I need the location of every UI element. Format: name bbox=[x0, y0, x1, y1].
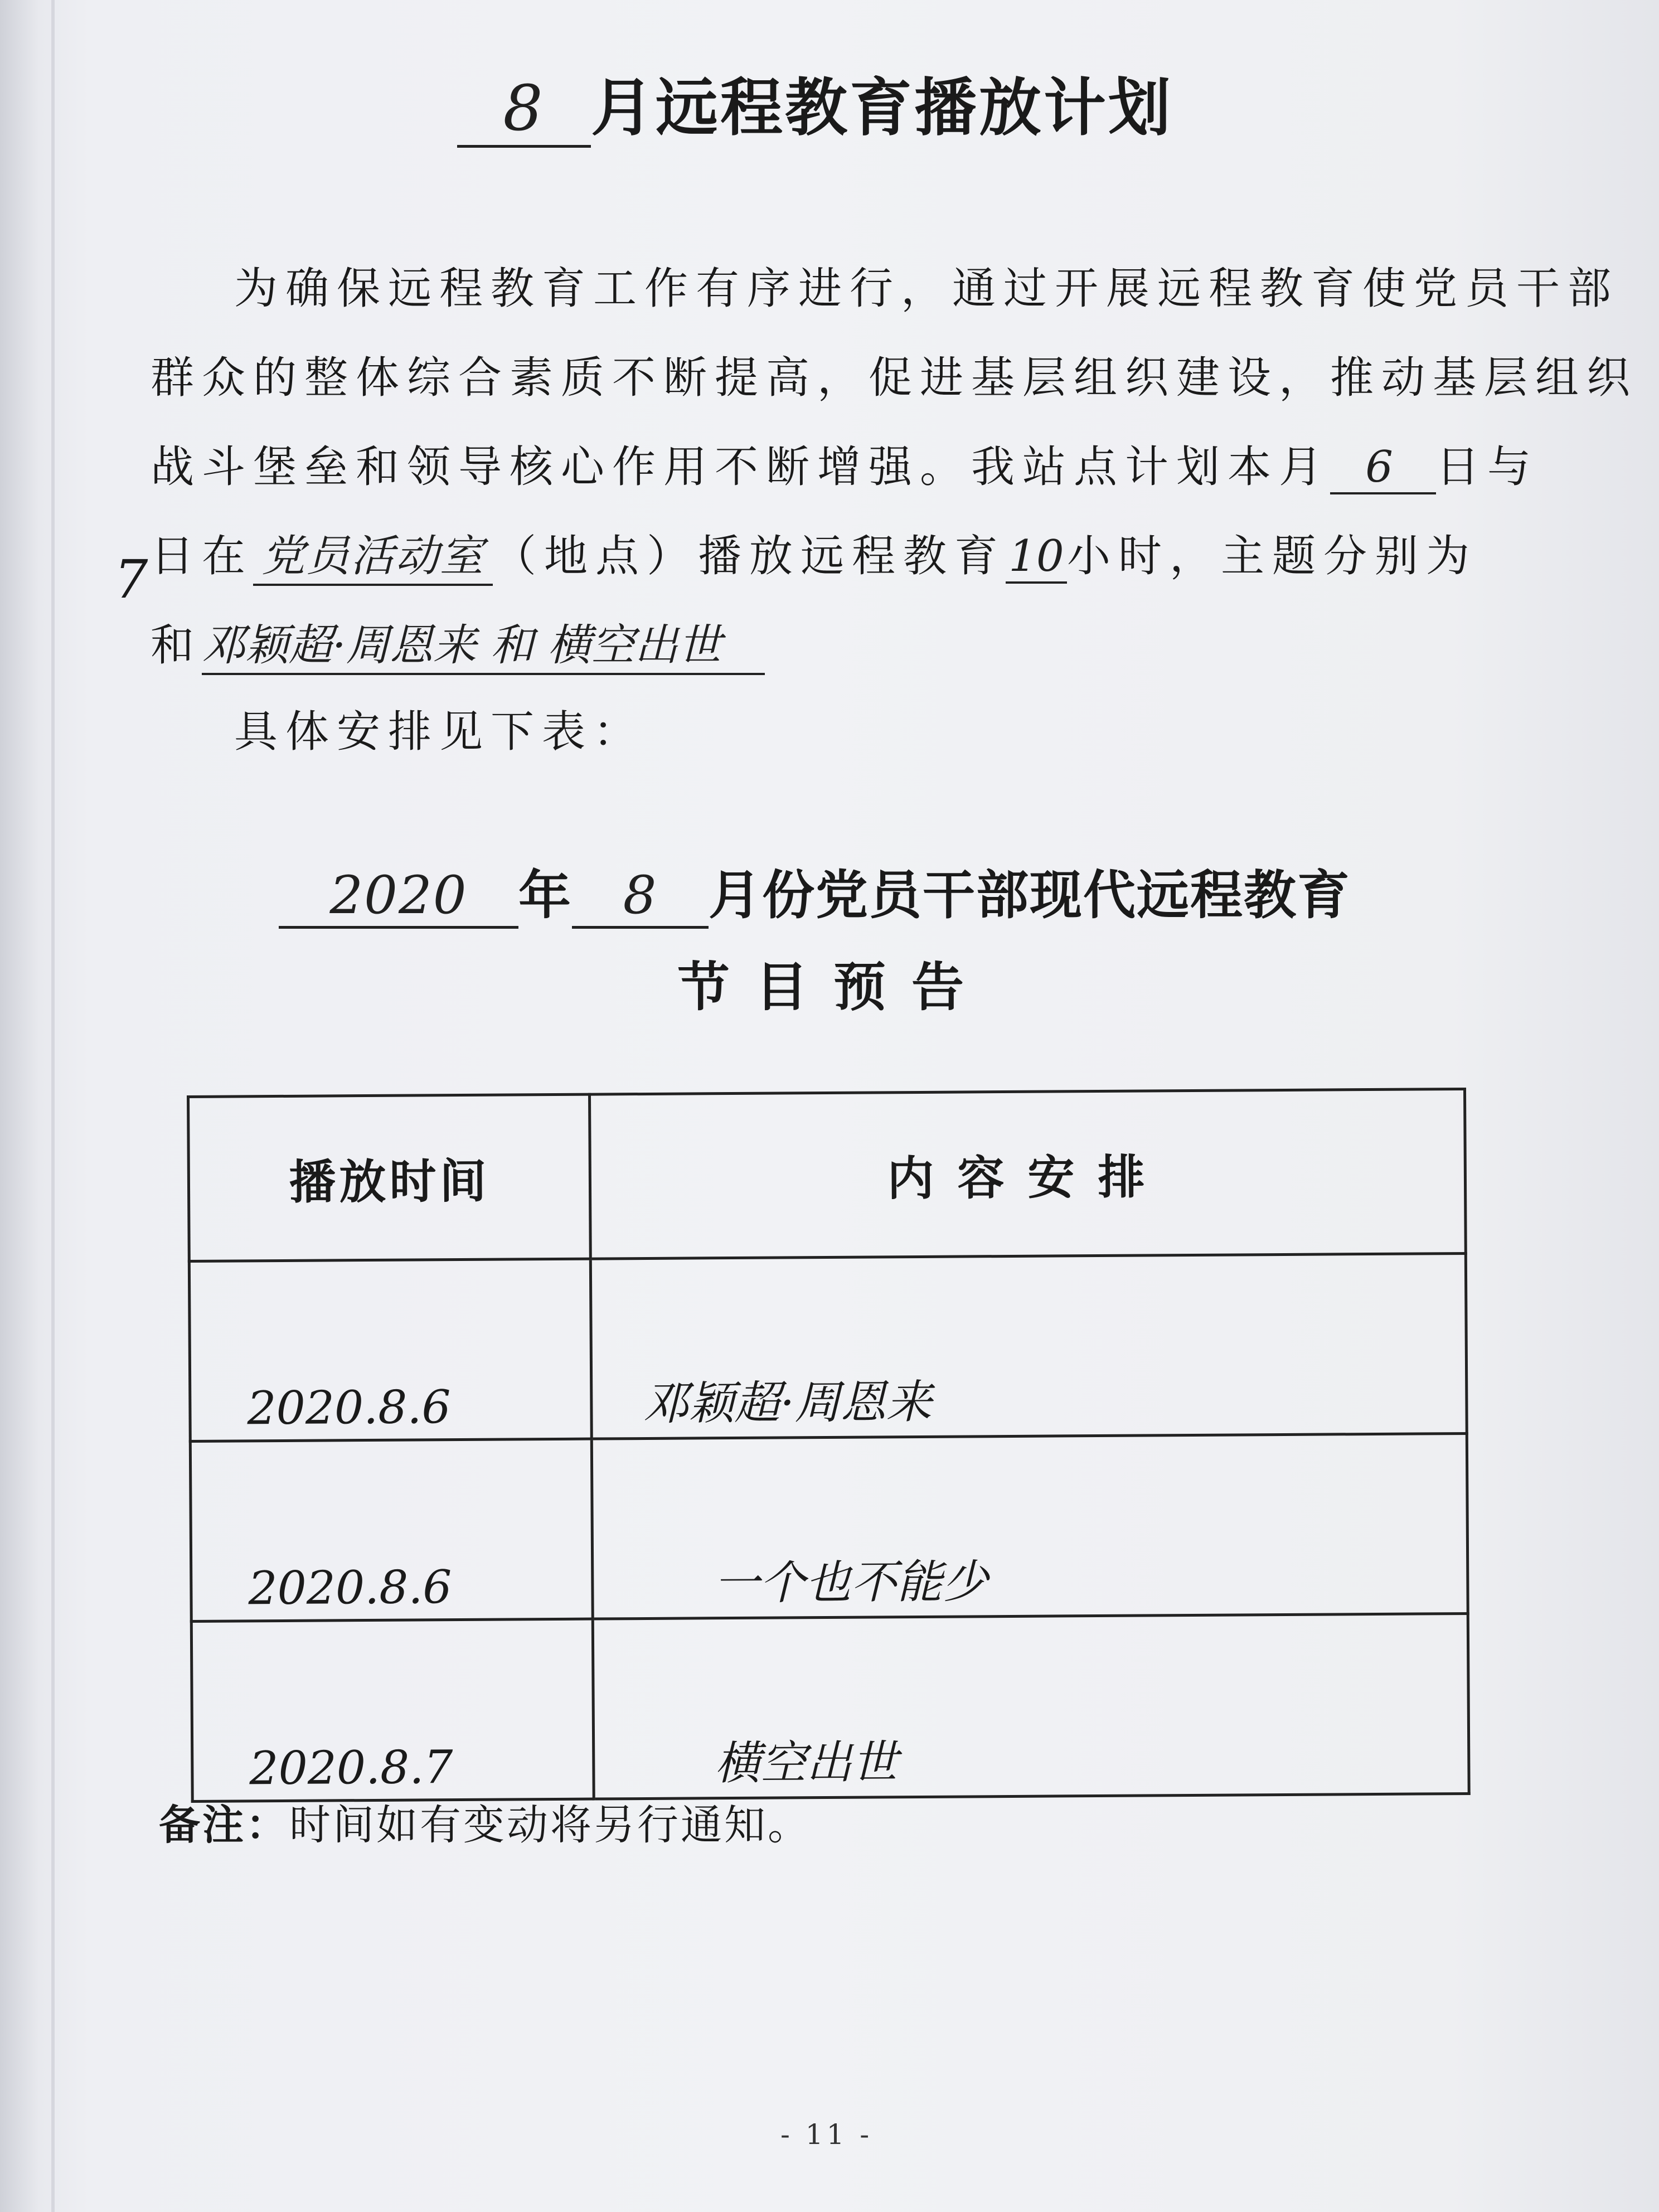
cell-time: 2020.8.6 bbox=[189, 1259, 591, 1441]
program-month-field: 8 bbox=[572, 865, 709, 929]
table-header-row bbox=[188, 1089, 1466, 1261]
plan-title-text: 月远程教育播放计划 bbox=[591, 72, 1173, 144]
cell-content: 横空出世 bbox=[593, 1613, 1469, 1799]
program-year-label: 年 bbox=[518, 865, 573, 926]
intro-line-6: 具体安排见下表： bbox=[234, 707, 645, 757]
intro-line-3-end: 日与 bbox=[1436, 442, 1539, 492]
topics-field: 邓颖超·周恩来 和 横空出世 bbox=[202, 610, 765, 675]
cell-content: 邓颖超·周恩来 bbox=[590, 1253, 1467, 1439]
table-row bbox=[191, 1613, 1469, 1801]
hours-field: 10 bbox=[1006, 531, 1067, 584]
cell-time: 2020.8.7 bbox=[191, 1619, 594, 1801]
footnote bbox=[159, 1792, 811, 1851]
program-subheading: 节目预告 bbox=[677, 957, 990, 1018]
handwritten-end-day: 7 bbox=[114, 549, 148, 610]
program-year-field: 2020 bbox=[279, 865, 518, 929]
footnote-label: 备注： bbox=[159, 1801, 289, 1849]
intro-line-3 bbox=[151, 432, 1539, 494]
program-heading bbox=[279, 853, 1351, 929]
col-header-content: 内容安排 bbox=[590, 1089, 1466, 1259]
page-number: - 11 - bbox=[780, 2118, 873, 2151]
table-row bbox=[189, 1253, 1467, 1441]
intro-line-5 bbox=[151, 610, 1500, 675]
table-row bbox=[190, 1433, 1468, 1621]
intro-line-4-mid: （地点）播放远程教育 bbox=[493, 531, 1006, 581]
start-day-field: 6 bbox=[1330, 442, 1436, 494]
intro-line-4-text: 日在 bbox=[151, 531, 254, 581]
cell-time: 2020.8.6 bbox=[190, 1439, 593, 1621]
binding-edge bbox=[51, 0, 55, 2212]
schedule-table bbox=[187, 1088, 1471, 1803]
intro-line-1: 为确保远程教育工作有序进行，通过开展远程教育使党员干部 bbox=[234, 264, 1619, 314]
intro-line-2: 群众的整体综合素质不断提高，促进基层组织建设，推动基层组织 bbox=[151, 353, 1638, 403]
footnote-text: 时间如有变动将另行通知。 bbox=[289, 1801, 811, 1849]
intro-line-4-end: 小时，主题分别为 bbox=[1067, 531, 1478, 581]
cell-content: 一个也不能少 bbox=[591, 1433, 1468, 1619]
intro-line-3-text: 战斗堡垒和领导核心作用不断增强。我站点计划本月 bbox=[151, 442, 1331, 492]
location-field: 党员活动室 bbox=[253, 521, 493, 586]
program-heading-text: 月份党员干部现代远程教育 bbox=[709, 865, 1351, 926]
plan-title bbox=[457, 59, 1173, 148]
intro-line-5-text: 和 bbox=[151, 620, 202, 671]
intro-line-4 bbox=[151, 521, 1500, 586]
plan-month-field: 8 bbox=[457, 72, 591, 148]
col-header-time: 播放时间 bbox=[188, 1094, 591, 1261]
